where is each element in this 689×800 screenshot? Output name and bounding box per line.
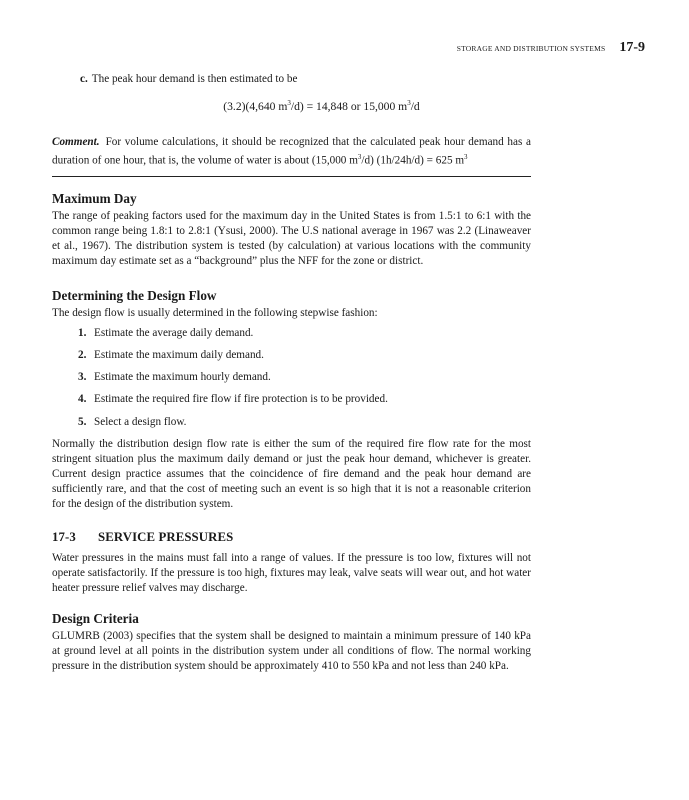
list-item	[78, 370, 531, 385]
running-head	[457, 40, 645, 56]
list-item	[78, 392, 531, 407]
item-text: The peak hour demand is then estimated to be	[91, 73, 298, 85]
comment-text: /d) (1h/24h/d) = 625 m	[361, 154, 465, 167]
comment-paragraph	[52, 135, 531, 169]
comment-exponent: 3	[464, 152, 468, 161]
step-number: 1.	[78, 326, 87, 339]
comment-exponent: 3	[357, 152, 362, 161]
heading-design-flow: Determining the Design Flow	[52, 287, 217, 303]
maximum-day-paragraph: The range of peaking factors used for the maximum day in the United States is from 1.5:1 to 6:1 with the common range being 1.8:1 to 2.8:1 (Ysusi, 2000). The U.S national average in 1967 was 2.2 (Linaweaver et al., 1967). The distribution system is tested (by calculation) at various locations with the community maximum day estimate set as a “background” plus the NFF for the zone or district.	[52, 209, 531, 267]
list-item	[78, 348, 531, 363]
step-number: 4.	[78, 393, 87, 406]
step-text: Estimate the maximum hourly demand.	[94, 371, 271, 384]
section-title: SERVICE PRESSURES	[98, 530, 234, 545]
list-item	[78, 415, 531, 430]
equation-exponent: 3	[407, 99, 411, 107]
page-number: 17-9	[619, 40, 645, 55]
design-flow-intro: The design flow is usually determined in the following stepwise fashion:	[52, 306, 378, 319]
comment-label: Comment.	[52, 135, 100, 148]
item-label: c.	[80, 73, 88, 85]
section-number: 17-3	[52, 530, 76, 545]
design-flow-paragraph: Normally the distribution design flow rate is either the sum of the required fire flow rate for the most stringent situation plus the maximum daily demand or just the peak hour demand, whichever is greater. Current design practice assumes that the coincidence of fire demand and the peak hour demand are sufficiently rare, and that the cost of meeting such an event is so high that it is not a reasonable criterion for the design of the distribution system.	[52, 438, 531, 511]
running-head-title: STORAGE AND DISTRIBUTION SYSTEMS	[456, 44, 606, 53]
section-heading-service-pressures	[52, 529, 531, 546]
step-text: Estimate the required fire flow if fire protection is to be provided.	[94, 393, 388, 406]
heading-maximum-day: Maximum Day	[52, 190, 137, 206]
step-text: Select a design flow.	[94, 415, 187, 428]
design-criteria-paragraph: GLUMRB (2003) specifies that the system shall be designed to maintain a minimum pressure of 140 kPa at ground level at all points in the distribution system under all conditions of flow. The normal working pressure in the distribution system should be approximately 410 to 550 kPa and not less than 240 kPa.	[52, 630, 531, 673]
step-number: 3.	[78, 371, 87, 384]
step-number: 5.	[78, 415, 87, 428]
design-flow-steps	[52, 326, 531, 430]
list-item	[78, 326, 531, 341]
equation-part: /d) = 14,848 or 15,000 m	[290, 99, 408, 113]
step-text: Estimate the average daily demand.	[94, 326, 254, 339]
step-number: 2.	[78, 348, 87, 361]
equation-exponent: 3	[287, 99, 291, 107]
peak-hour-equation	[112, 96, 531, 114]
comment-divider	[52, 176, 531, 177]
step-text: Estimate the maximum daily demand.	[94, 348, 264, 361]
equation-part: (3.2)(4,640 m	[223, 99, 288, 113]
service-pressures-paragraph: Water pressures in the mains must fall into a range of values. If the pressure is too low, fixtures will not operate satisfactorily. If the pressure is too high, fixtures may leak, valve seats will wear out, and hot water heater pressure relief valves may discharge.	[52, 552, 531, 595]
list-item-c	[80, 72, 531, 87]
equation-part: /d	[410, 99, 420, 113]
page-content	[52, 72, 531, 674]
heading-design-criteria: Design Criteria	[52, 611, 139, 627]
comment-text: For volume calculations, it should be recognized that the calculated peak hour demand has a duration of one hour, that is, the volume of water is about (15,000 m	[52, 135, 531, 167]
